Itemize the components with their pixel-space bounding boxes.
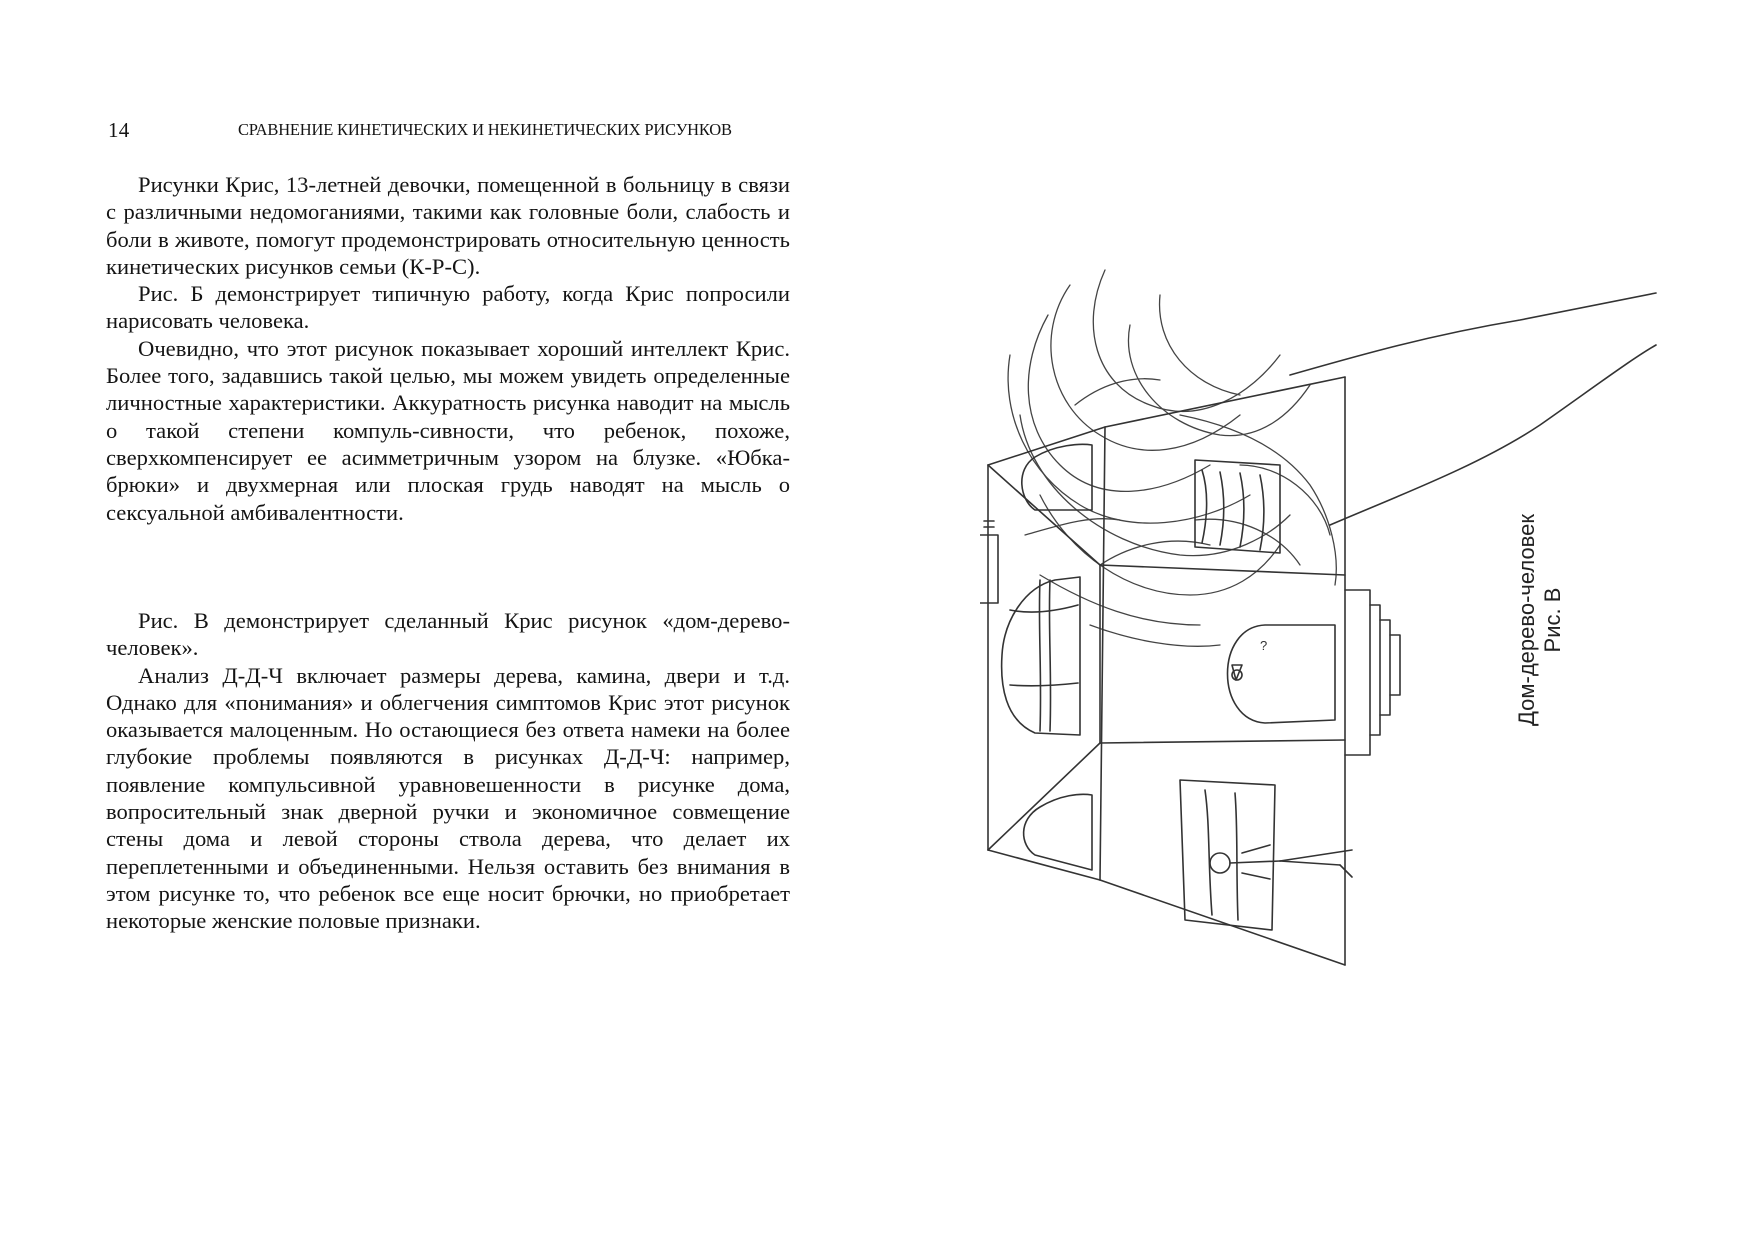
paragraph: Рисунки Крис, 13-летней девочки, помещенной в больницу в связи с различными недомоганиями, такими как головные боли, слабость и боли в животе, помогут продемонстрировать относительную ценность кинетических рисунков семьи (К-Р-С). xyxy=(106,172,790,279)
running-title: СРАВНЕНИЕ КИНЕТИЧЕСКИХ И НЕКИНЕТИЧЕСКИХ РИСУНКОВ xyxy=(238,120,732,139)
paragraph: Очевидно, что этот рисунок показывает хороший интеллект Крис. Более того, задавшись такой целью, мы можем увидеть определенные личностные характеристики. Аккуратность рисунка наводит на мысль о такой степени компуль-сивности, что ребенок, похоже, сверхкомпенсирует ее асимметричным узором на блузке. «Юбка-брюки» и двухмерная или плоская грудь наводят на мысль о сексуальной амбивалентности. xyxy=(106,335,790,525)
door xyxy=(1228,625,1336,723)
caption-title: Дом-дерево-человек xyxy=(1514,514,1539,726)
doorsteps xyxy=(1345,590,1400,755)
gable-windows xyxy=(1022,444,1092,870)
chimney xyxy=(980,521,998,603)
right-window-bottom xyxy=(1180,780,1275,930)
house-tree-person-drawing xyxy=(980,265,1680,1095)
door-question-mark: ? xyxy=(1260,638,1268,653)
page-number: 14 xyxy=(108,118,130,142)
person-figure xyxy=(1210,845,1352,879)
text-block-top xyxy=(106,171,790,526)
paragraph: Анализ Д-Д-Ч включает размеры дерева, камина, двери и т.д. Однако для «понимания» и облегчения симптомов Крис этот рисунок оказывается малоценным. Но остающиеся без ответа намеки на более глубокие проблемы появляются в рисунках Д-Д-Ч: например, появление компульсивной уравновешенности в рисунке дома, вопросительный знак дверной ручки и экономичное совмещение стены дома и левой стороны ствола дерева, что делает их переплетенными и объединенными. Нельзя оставить без внимания в этом рисунке то, что ребенок все еще носит брючки, но приобретает некоторые женские половые признаки. xyxy=(106,662,790,934)
right-window-top xyxy=(1195,460,1280,553)
tree-crown xyxy=(1008,270,1336,646)
caption-label: Рис. В xyxy=(1540,587,1565,653)
paragraph: Рис. В демонстрирует сделанный Крис рисунок «дом-дерево-человек». xyxy=(106,608,790,661)
text-block-bottom xyxy=(106,607,790,935)
drawing-svg xyxy=(980,265,1680,1095)
paragraph: Рис. Б демонстрирует типичную работу, когда Крис попросили нарисовать человека. xyxy=(106,281,790,334)
middle-window xyxy=(1002,577,1080,735)
